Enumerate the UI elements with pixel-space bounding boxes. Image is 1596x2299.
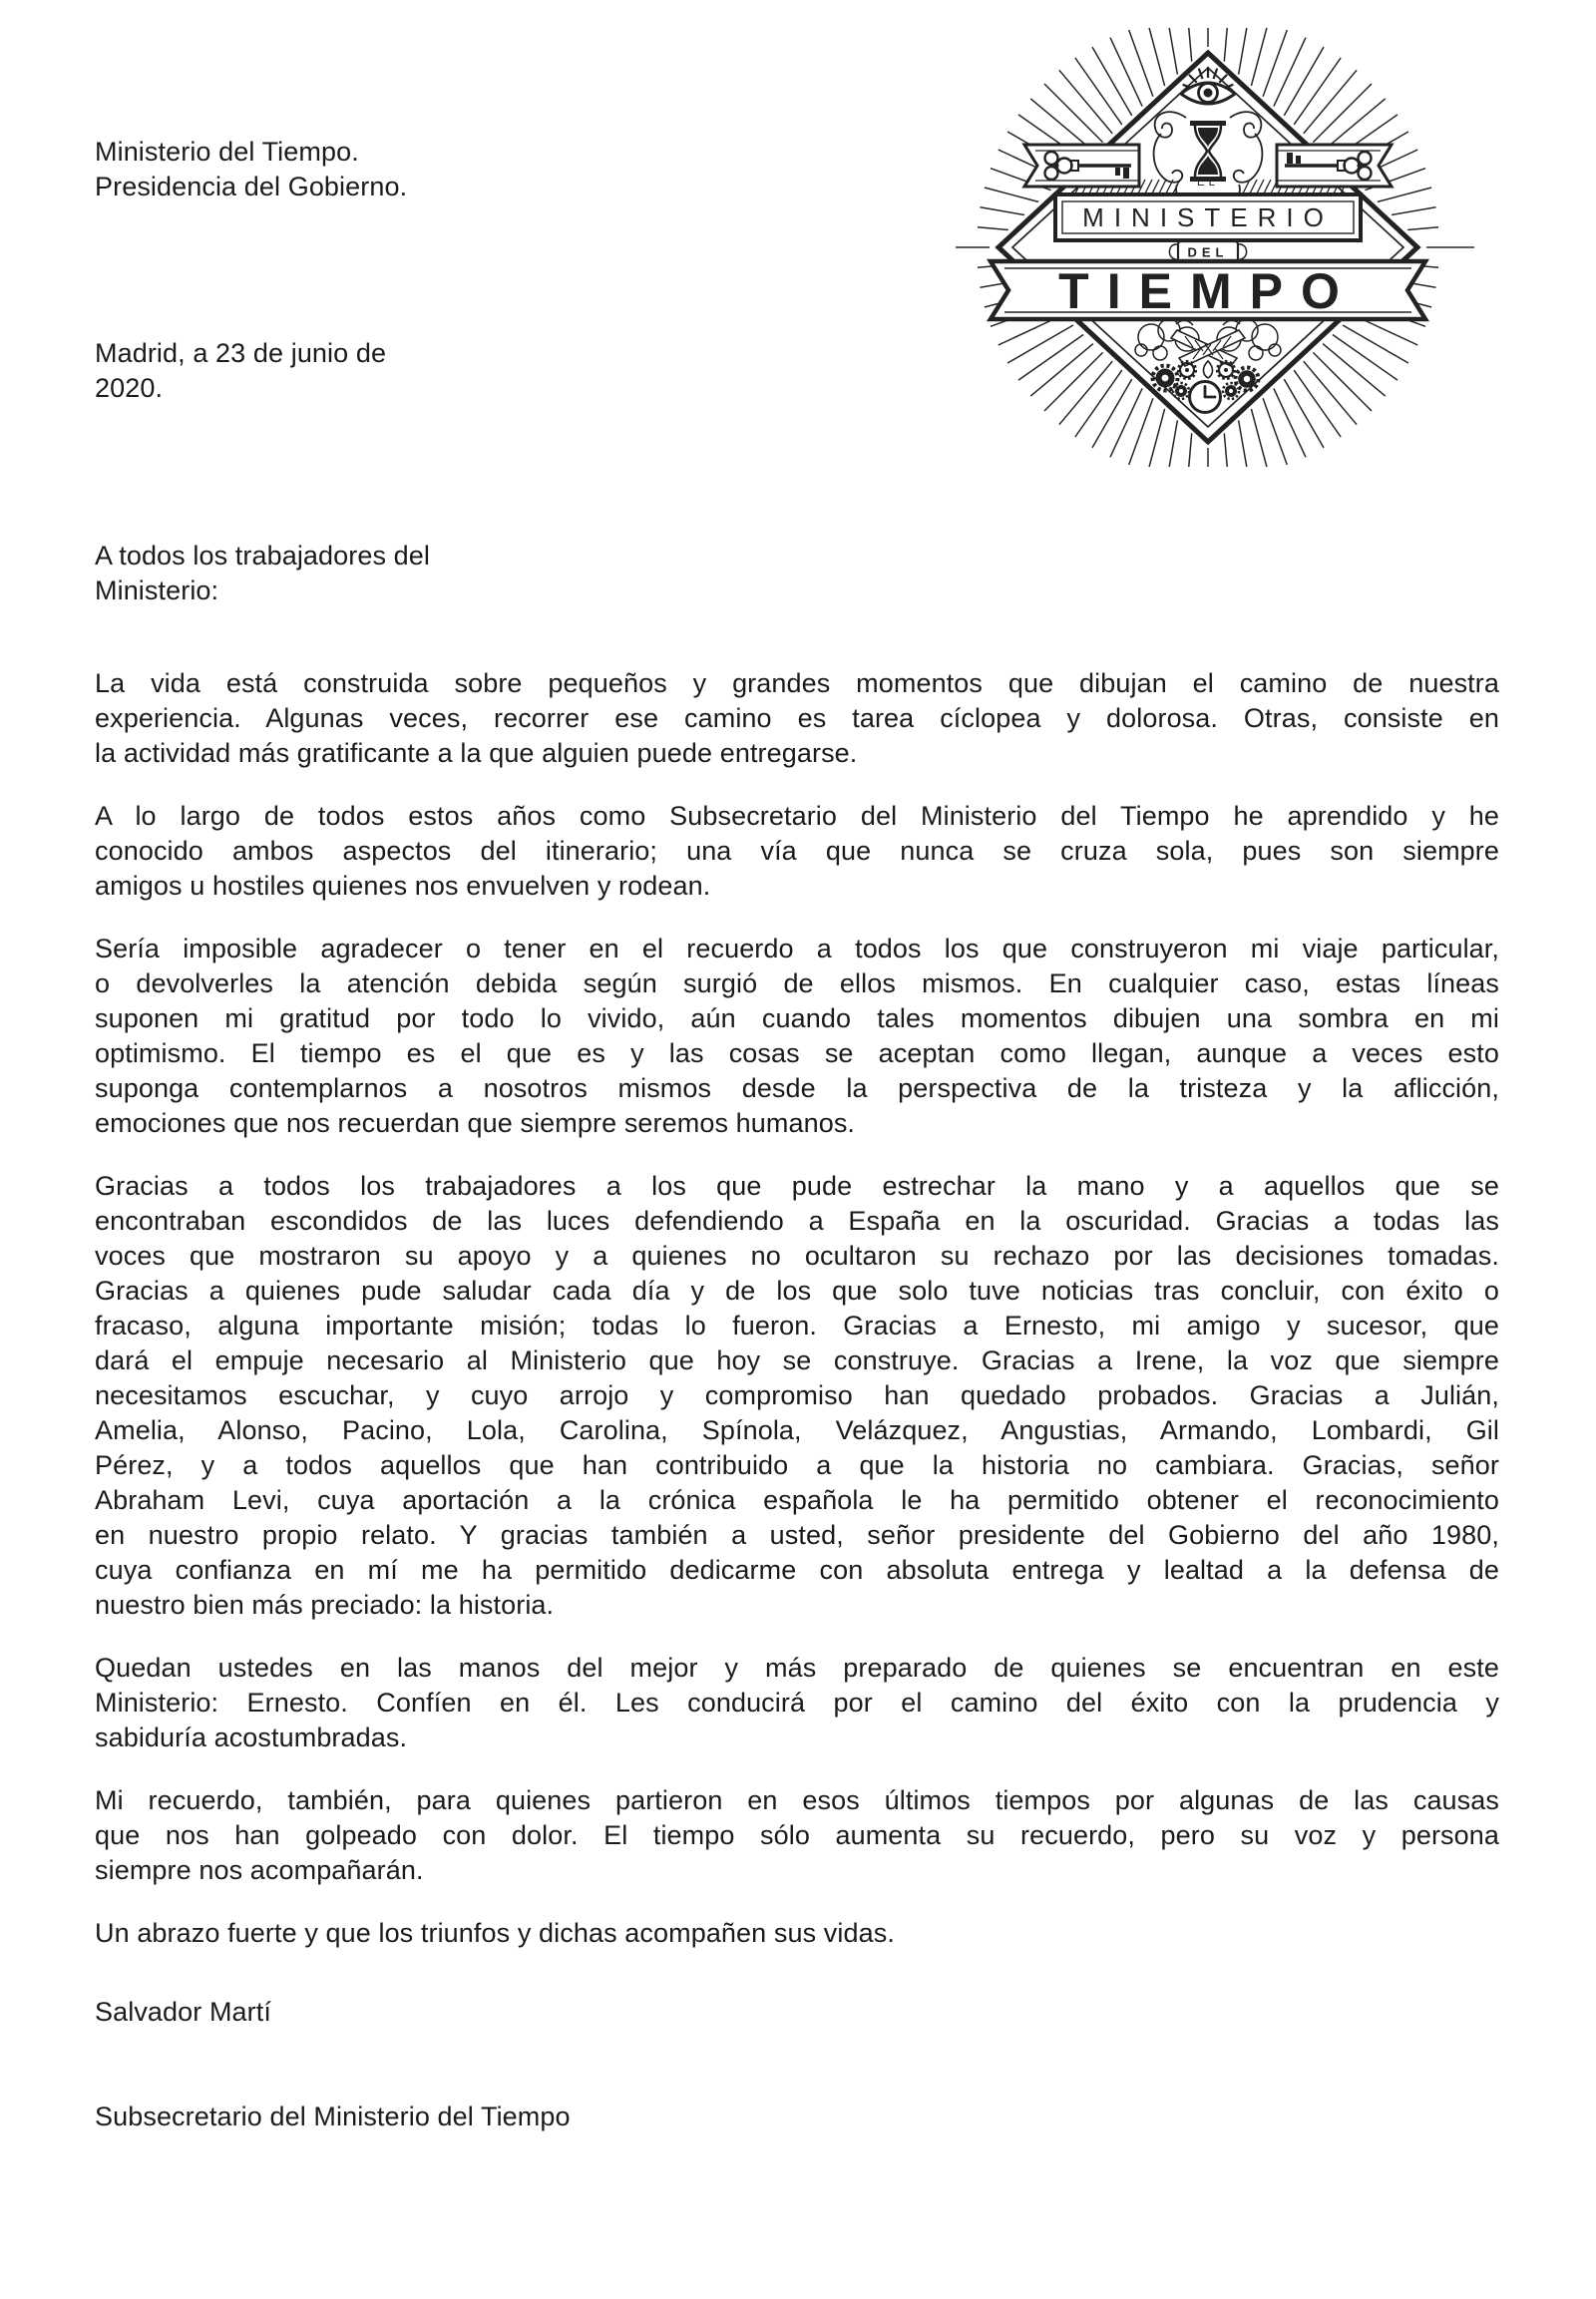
- tiempo-banner: [991, 261, 1425, 319]
- date-line-2: 2020.: [95, 373, 164, 403]
- letter-paragraph: Mi recuerdo, también, para quienes partieron en esos últimos tiempos por algunas de las causas que nos han golpeado con dolor. El tiempo sólo aumenta su recuerdo, pero su voz y persona siempre nos acompañarán.: [95, 1785, 1499, 1885]
- sender-line-2: Presidencia del Gobierno.: [95, 172, 408, 201]
- signature-name: Salvador Martí: [95, 1997, 271, 2027]
- dateline: [95, 336, 386, 406]
- logo-article-text: EL: [1196, 177, 1220, 189]
- key-ribbon-left: [1024, 145, 1139, 187]
- ministerio-banner: [1055, 194, 1361, 240]
- letter-paragraph: La vida está construida sobre pequeños y grandes momentos que dibujan el camino de nuestra experiencia. Algunas veces, recorrer ese camino es tarea cíclopea y dolorosa. Otras, consiste en la actividad más gratificante a la que alguien puede entregarse.: [95, 668, 1499, 768]
- signature-title: Subsecretario del Ministerio del Tiempo: [95, 2102, 571, 2131]
- key-ribbon-right: [1277, 145, 1392, 187]
- letter-paragraph: A lo largo de todos estos años como Subsecretario del Ministerio del Tiempo he aprendido y he conocido ambos aspectos del itinerario; una vía que nunca se cruza sola, pues son siempre amigos u hostiles quienes nos envuelven y rodean.: [95, 801, 1499, 901]
- sender-line-1: Ministerio del Tiempo.: [95, 137, 359, 167]
- salutation-line-2: Ministerio:: [95, 575, 219, 605]
- date-line-1: Madrid, a 23 de junio de: [95, 338, 387, 368]
- closing-line: Un abrazo fuerte y que los triunfos y dichas acompañen sus vidas.: [95, 1918, 895, 1948]
- salutation: [95, 539, 430, 608]
- letter-body: [95, 666, 1499, 1979]
- clock-icon: [1190, 382, 1221, 413]
- logo-ministerio-text: MINISTERIO: [1082, 202, 1334, 232]
- logo-del-text: DEL: [1187, 244, 1229, 260]
- letter-paragraph: Sería imposible agradecer o tener en el recuerdo a todos los que construyeron mi viaje particular, o devolverles la atención debida según surgió de ellos mismos. En cualquier caso, estas líneas suponen mi gratitud por todo lo vivido, aún cuando tales momentos dibujen una sombra en mi optimismo. El tiempo es el que es y las cosas se aceptan como llegan, aunque a veces esto suponga contemplarnos a nosotros mismos desde la perspectiva de la tristeza y la aflicción, emociones que nos recuerdan que siempre seremos humanos.: [95, 934, 1499, 1138]
- ministerio-del-tiempo-logo: [956, 28, 1474, 467]
- letter-paragraph: Quedan ustedes en las manos del mejor y más preparado de quienes se encuentran en este Ministerio: Ernesto. Confíen en él. Les conducirá por el camino del éxito con la prudencia y sabiduría acostumbradas.: [95, 1653, 1499, 1752]
- letter-paragraph: Gracias a todos los trabajadores a los que pude estrechar la mano y a aquellos que se encontraban escondidos de las luces defendiendo a España en la oscuridad. Gracias a todas las voces que mostraron su apoyo y a quienes no ocultaron su rechazo por las decisiones tomadas. Gracias a quienes pude saludar cada día y de los que solo tuve noticias tras concluir, con éxito o fracaso, alguna importante misión; todas lo fueron. Gracias a Ernesto, mi amigo y sucesor, que dará el empuje necesario al Ministerio que hoy se construye. Gracias a Irene, la voz que siempre necesitamos escuchar, y cuyo arrojo y compromiso han quedado probados. Gracias a Julián, Amelia, Alonso, Pacino, Lola, Carolina, Spínola, Velázquez, Angustias, Armando, Lombardi, Gil Pérez, y a todos aquellos que han contribuido a que la historia no cambiara. Gracias, señor Abraham Levi, cuya aportación a la crónica española le ha permitido obtener el reconocimiento en nuestro propio relato. Y gracias también a usted, señor presidente del Gobierno del año 1980, cuya confianza en mí me ha permitido dedicarme con absoluta entrega y lealtad a la defensa de nuestro bien más preciado: la historia.: [95, 1171, 1499, 1620]
- sender-block: [95, 135, 407, 204]
- logo-tiempo-text: TIEMPO: [1058, 263, 1358, 319]
- salutation-line-1: A todos los trabajadores del: [95, 541, 431, 571]
